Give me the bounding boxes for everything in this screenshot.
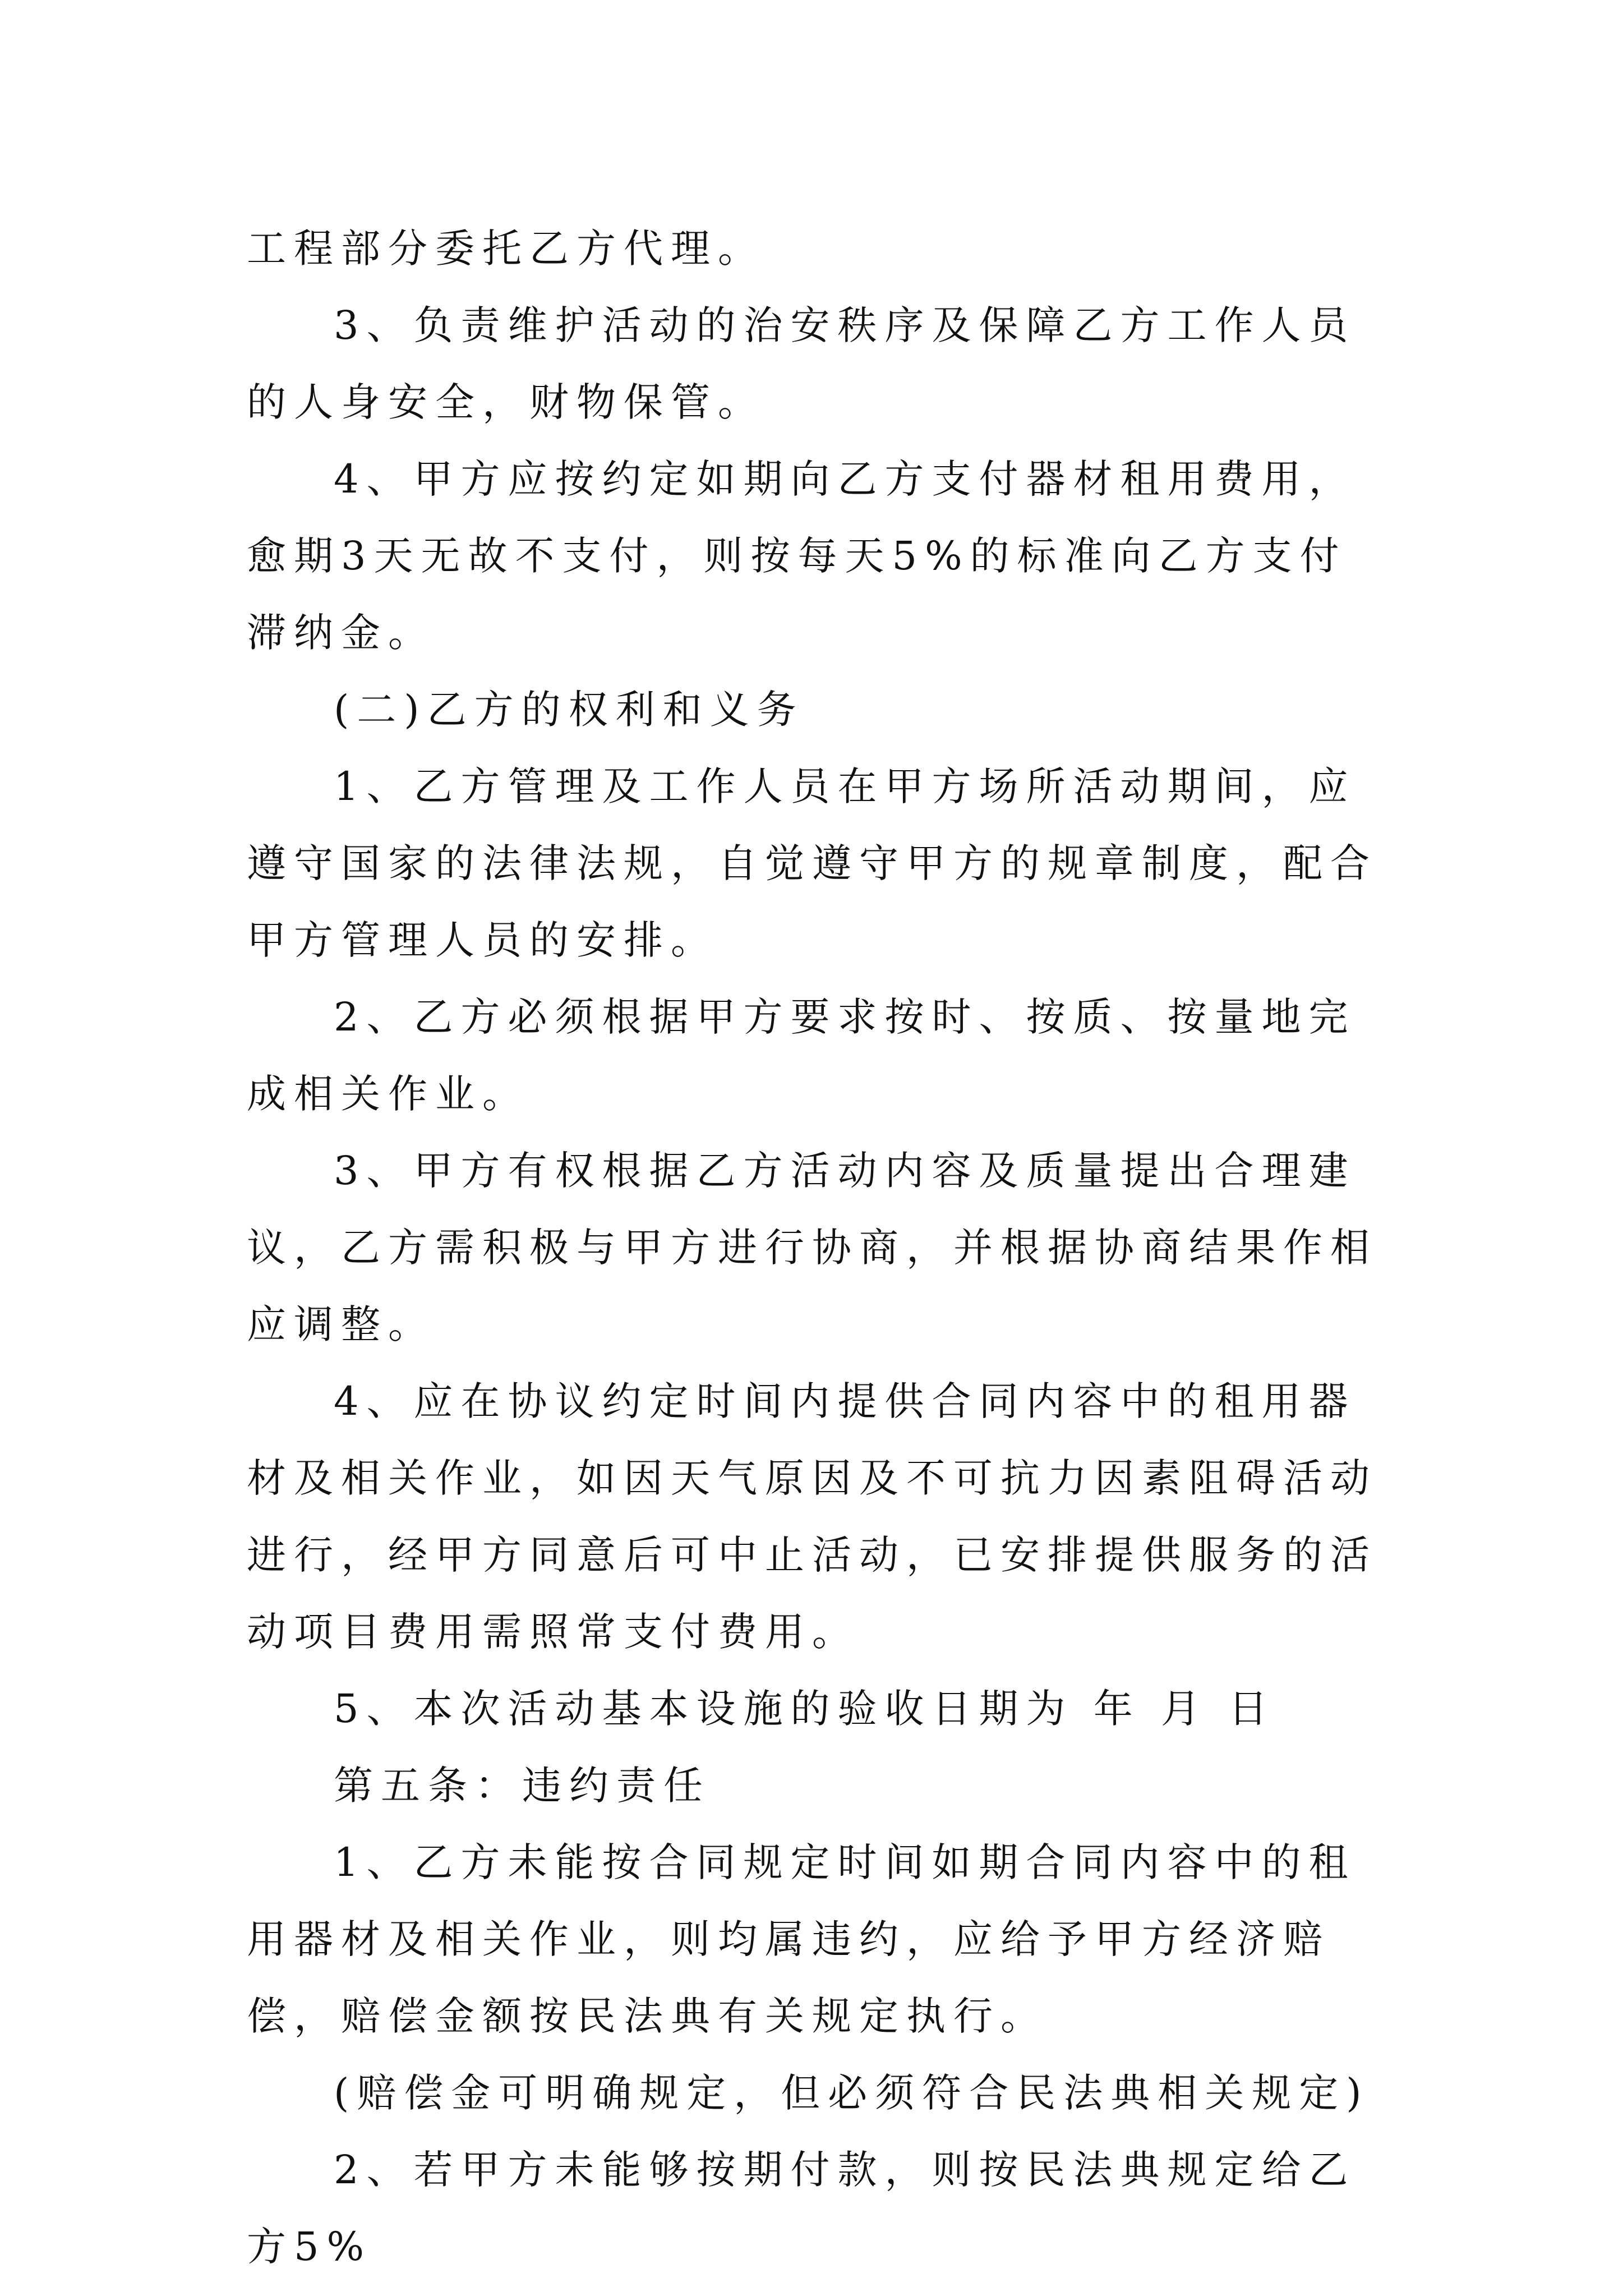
paragraph-2: 3、负责维护活动的治安秩序及保障乙方工作人员的人身安全，财物保管。: [247, 302, 1356, 425]
paragraph-3: 4、甲方应按约定如期向乙方支付器材租用费用，愈期3天无故不支付，则按每天5%的标准向乙方支付滞纳金。: [247, 456, 1356, 656]
paragraph-13: 2、若甲方未能够按期付款，则按民法典规定给乙方5%: [247, 2147, 1356, 2270]
article-heading-breach: 第五条：违约责任: [334, 1763, 711, 1809]
section-heading-party-b: (二)乙方的权利和义务: [334, 687, 804, 733]
paragraph-8: 4、应在协议约定时间内提供合同内容中的租用器材及相关作业，如因天气原因及不可抗力因素阻碍活动进行，经甲方同意后可中止活动，已安排提供服务的活动项目费用需照常支付费用。: [247, 1378, 1377, 1655]
paragraph-7: 3、甲方有权根据乙方活动内容及质量提出合理建议，乙方需积极与甲方进行协商，并根据协商结果作相应调整。: [247, 1148, 1377, 1347]
paragraph-9: 5、本次活动基本设施的验收日期为 年 月 日: [334, 1686, 1276, 1732]
document-body: [247, 210, 1380, 2285]
paragraph-5: 1、乙方管理及工作人员在甲方场所活动期间，应遵守国家的法律法规，自觉遵守甲方的规章制度，配合甲方管理人员的安排。: [247, 763, 1377, 963]
paragraph-11: 1、乙方未能按合同规定时间如期合同内容中的租用器材及相关作业，则均属违约，应给予甲方经济赔偿，赔偿金额按民法典有关规定执行。: [247, 1839, 1356, 2039]
paragraph-12: (赔偿金可明确规定，但必须符合民法典相关规定): [334, 2070, 1370, 2116]
paragraph-1: 工程部分委托乙方代理。: [247, 226, 765, 272]
paragraph-6: 2、乙方必须根据甲方要求按时、按质、按量地完成相关作业。: [247, 994, 1356, 1117]
